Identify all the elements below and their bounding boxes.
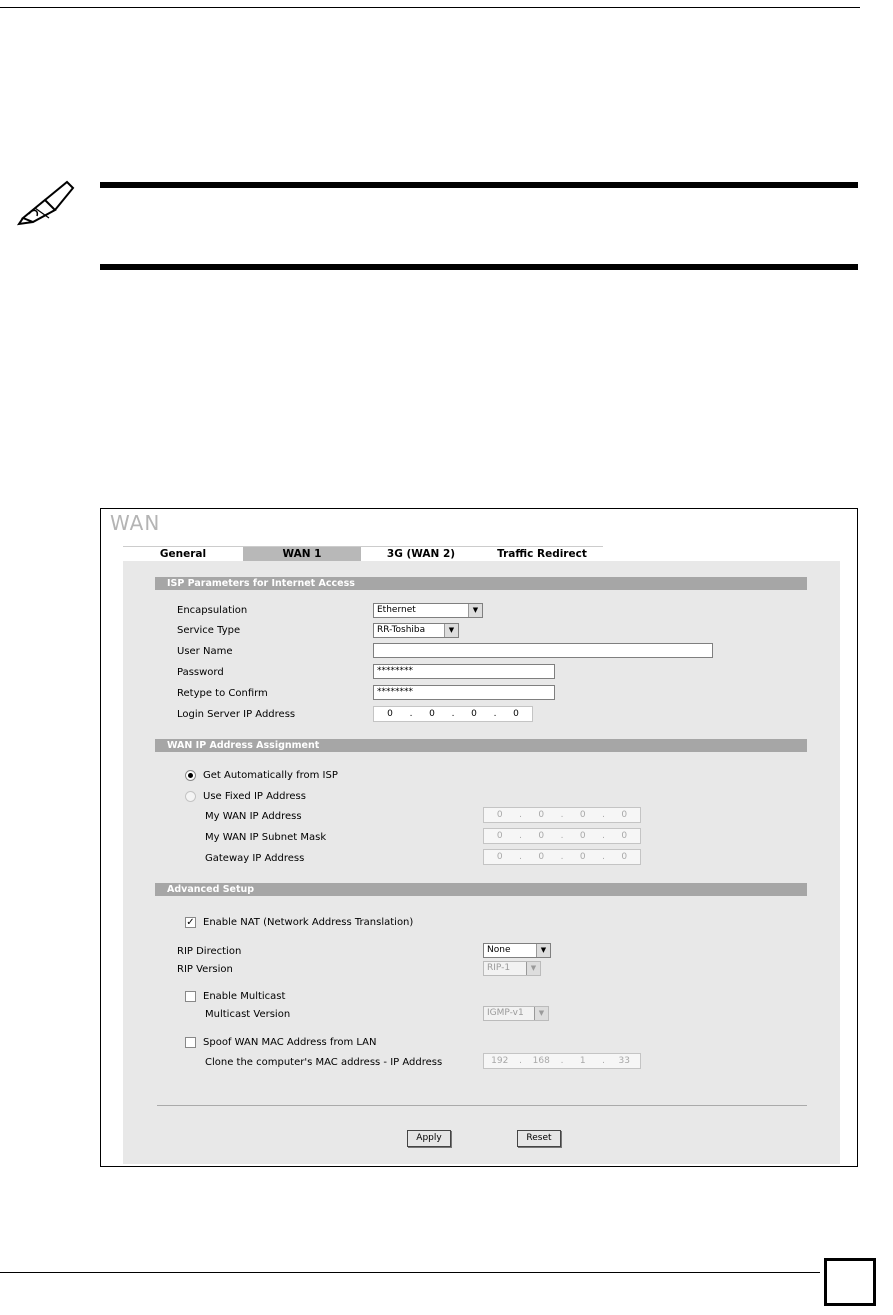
encapsulation-select[interactable] (373, 603, 483, 618)
ip-octet[interactable]: 0 (579, 831, 586, 841)
chevron-down-icon: ▼ (526, 962, 540, 975)
advanced-section-header: Advanced Setup (155, 883, 807, 896)
service-type-label: Service Type (177, 625, 241, 636)
login-server-label: Login Server IP Address (177, 709, 296, 720)
tab-general[interactable]: General (123, 546, 243, 561)
ip-octet[interactable]: 0 (621, 831, 628, 841)
ip-octet[interactable]: 0 (621, 852, 628, 862)
page-number-box (824, 1258, 876, 1306)
encapsulation-value: Ethernet (377, 605, 416, 615)
ip-octet[interactable]: 0 (579, 810, 586, 820)
tab-3g-wan2[interactable]: 3G (WAN 2) (361, 546, 481, 561)
ip-octet[interactable]: 1 (579, 1056, 586, 1066)
use-fixed-ip-radio[interactable] (185, 791, 196, 802)
reset-button[interactable]: Reset (517, 1130, 561, 1147)
get-automatically-label: Get Automatically from ISP (203, 770, 338, 781)
spoof-mac-label: Spoof WAN MAC Address from LAN (203, 1037, 377, 1048)
chevron-down-icon: ▼ (444, 624, 458, 637)
screen-title: WAN (110, 511, 161, 535)
login-server-ip-input[interactable]: 0 . 0 . 0 . 0 (373, 706, 533, 722)
ip-octet[interactable]: 0 (496, 831, 503, 841)
rip-direction-select[interactable] (483, 943, 551, 958)
user-name-input[interactable] (373, 643, 713, 658)
ip-octet[interactable]: 0 (538, 852, 545, 862)
apply-button[interactable]: Apply (407, 1130, 451, 1147)
enable-multicast-label: Enable Multicast (203, 991, 286, 1002)
tab-wan1[interactable]: WAN 1 (243, 546, 361, 561)
ip-octet[interactable]: 0 (538, 831, 545, 841)
password-label: Password (177, 667, 224, 678)
ip-octet[interactable]: 0 (387, 709, 393, 719)
my-wan-ip-input[interactable]: 0 . 0 . 0 . 0 (483, 807, 641, 823)
clone-mac-label: Clone the computer's MAC address - IP Address (205, 1057, 443, 1068)
wan-screen (100, 508, 858, 1167)
wan-ip-section-header: WAN IP Address Assignment (155, 739, 807, 752)
ip-octet[interactable]: 0 (496, 810, 503, 820)
note-top-rule (100, 182, 858, 188)
tab-traffic-redirect[interactable]: Traffic Redirect (481, 546, 603, 561)
note-bottom-rule (100, 264, 858, 270)
gateway-ip-input[interactable]: 0 . 0 . 0 . 0 (483, 849, 641, 865)
retype-label: Retype to Confirm (177, 688, 268, 699)
footer-rule (0, 1272, 820, 1273)
encapsulation-label: Encapsulation (177, 605, 248, 616)
ip-octet[interactable]: 168 (532, 1056, 550, 1066)
ip-octet[interactable]: 0 (513, 709, 519, 719)
footer-divider (157, 1105, 807, 1106)
rip-version-label: RIP Version (177, 964, 233, 975)
enable-nat-label: Enable NAT (Network Address Translation) (203, 917, 414, 928)
multicast-version-label: Multicast Version (205, 1009, 291, 1020)
ip-octet[interactable]: 0 (538, 810, 545, 820)
clone-mac-ip-input[interactable]: 192 . 168 . 1 . 33 (483, 1053, 641, 1069)
password-input[interactable]: ******** (373, 664, 555, 679)
retype-input[interactable]: ******** (373, 685, 555, 700)
spoof-mac-checkbox[interactable] (185, 1037, 196, 1048)
gateway-label: Gateway IP Address (205, 853, 305, 864)
rip-direction-value: None (487, 945, 511, 955)
multicast-version-value: IGMP-v1 (487, 1008, 524, 1018)
my-wan-ip-label: My WAN IP Address (205, 811, 302, 822)
use-fixed-ip-label: Use Fixed IP Address (203, 791, 306, 802)
rip-direction-label: RIP Direction (177, 946, 242, 957)
chevron-down-icon: ▼ (468, 604, 482, 617)
isp-section-header: ISP Parameters for Internet Access (155, 577, 807, 590)
rip-version-select[interactable] (483, 961, 541, 976)
ip-octet[interactable]: 0 (471, 709, 477, 719)
ip-octet[interactable]: 0 (496, 852, 503, 862)
rip-version-value: RIP-1 (487, 963, 511, 973)
chevron-down-icon: ▼ (534, 1007, 548, 1020)
subnet-mask-label: My WAN IP Subnet Mask (205, 832, 327, 843)
ip-octet[interactable]: 0 (429, 709, 435, 719)
header-rule (0, 7, 860, 8)
chevron-down-icon: ▼ (536, 944, 550, 957)
service-type-value: RR-Toshiba (377, 625, 426, 635)
subnet-mask-input[interactable]: 0 . 0 . 0 . 0 (483, 828, 641, 844)
settings-panel (123, 561, 840, 1164)
multicast-version-select[interactable] (483, 1006, 549, 1021)
ip-octet[interactable]: 0 (621, 810, 628, 820)
ip-octet[interactable]: 33 (618, 1056, 630, 1066)
service-type-select[interactable] (373, 623, 459, 638)
user-name-label: User Name (177, 646, 233, 657)
enable-multicast-checkbox[interactable] (185, 991, 196, 1002)
get-automatically-radio[interactable] (185, 770, 196, 781)
ip-octet[interactable]: 192 (491, 1056, 509, 1066)
enable-nat-checkbox[interactable]: ✓ (186, 917, 195, 928)
note-pencil-icon (15, 178, 77, 226)
ip-octet[interactable]: 0 (579, 852, 586, 862)
